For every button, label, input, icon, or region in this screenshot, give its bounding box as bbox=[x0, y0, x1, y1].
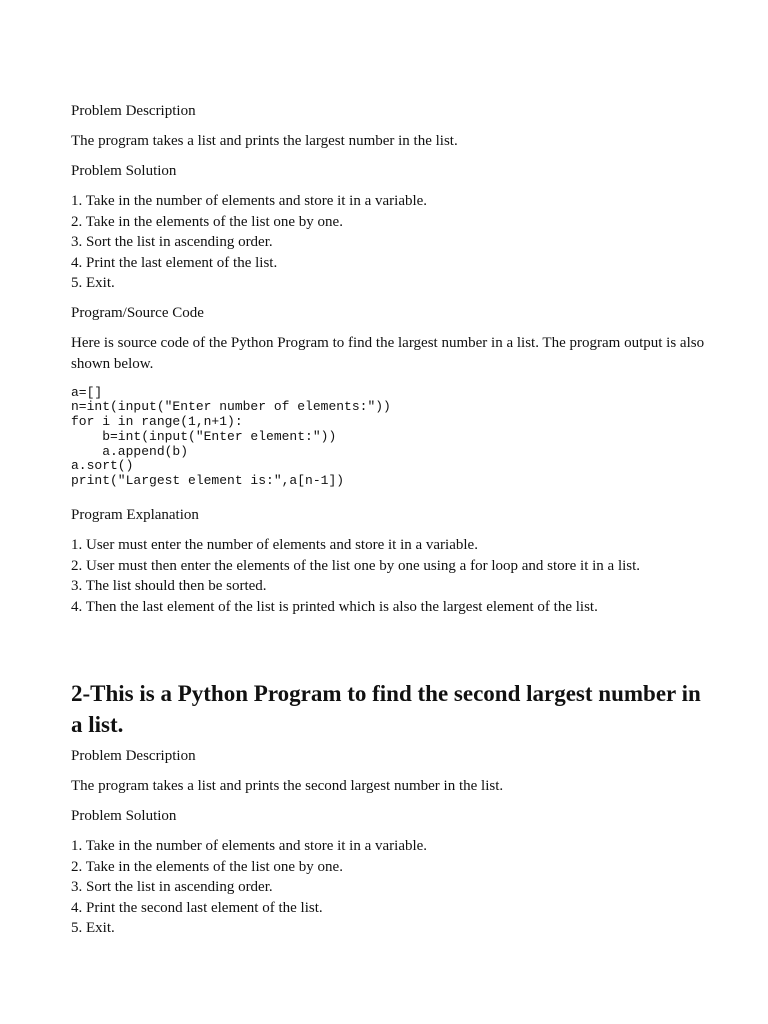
list-item: 2. User must then enter the elements of the list one by one using a for loop and store it in a list. bbox=[71, 557, 641, 574]
list-item: 3. Sort the list in ascending order. bbox=[71, 879, 273, 896]
source-code-label: Program/Source Code bbox=[71, 304, 204, 321]
list-item: 5. Exit. bbox=[71, 920, 115, 937]
list-item: 1. Take in the number of elements and store it in a variable. bbox=[71, 193, 428, 209]
code-line: a.sort() bbox=[71, 458, 134, 474]
section-heading: 2-This is a Python Program to find the second largest number in a list. bbox=[71, 681, 701, 738]
list-item: 1. User must enter the number of elements and store it in a variable. bbox=[71, 537, 478, 554]
document-page bbox=[71, 101, 711, 939]
list-item: 2. Take in the elements of the list one by one. bbox=[71, 858, 343, 875]
code-line: print("Largest element is:",a[n-1]) bbox=[71, 473, 345, 489]
code-line: b=int(input("Enter element:")) bbox=[71, 428, 337, 444]
list-item: 3. Sort the list in ascending order. bbox=[71, 234, 273, 250]
solution-steps-list bbox=[71, 191, 711, 294]
list-item: 2. Take in the elements of the list one by one. bbox=[71, 213, 343, 230]
list-item: 5. Exit. bbox=[71, 275, 115, 291]
problem-description-text: The program takes a list and prints the largest number in the list. bbox=[71, 133, 458, 149]
code-block bbox=[71, 386, 711, 490]
problem-description-label: Problem Description bbox=[71, 748, 196, 765]
list-item: 3. The list should then be sorted. bbox=[71, 578, 267, 595]
problem-description-text: The program takes a list and prints the second largest number in the list. bbox=[71, 778, 504, 795]
problem-description-label: Problem Description bbox=[71, 103, 196, 119]
code-line: for i in range(1,n+1): bbox=[71, 414, 243, 430]
explanation-steps-list bbox=[71, 535, 711, 617]
solution-steps-list bbox=[71, 836, 711, 939]
list-item: 1. Take in the number of elements and store it in a variable. bbox=[71, 838, 428, 855]
list-item: 4. Then the last element of the list is printed which is also the largest element of the list. bbox=[71, 598, 598, 615]
problem-solution-label: Problem Solution bbox=[71, 163, 177, 179]
explanation-label: Program Explanation bbox=[71, 507, 199, 524]
code-line: a=[] bbox=[71, 384, 103, 400]
code-line: n=int(input("Enter number of elements:")) bbox=[71, 399, 391, 415]
problem-solution-label: Problem Solution bbox=[71, 808, 177, 825]
source-code-intro: Here is source code of the Python Program to find the largest number in a list. The program output is also shown below. bbox=[71, 334, 705, 372]
list-item: 4. Print the last element of the list. bbox=[71, 254, 278, 271]
list-item: 4. Print the second last element of the list. bbox=[71, 899, 323, 916]
code-line: a.append(b) bbox=[71, 443, 189, 459]
